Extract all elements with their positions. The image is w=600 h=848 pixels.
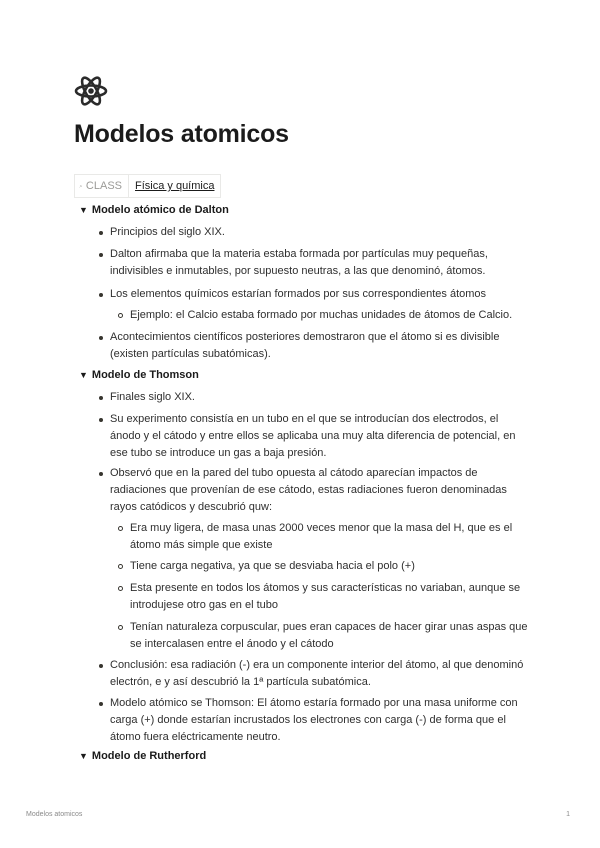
toggle-rutherford[interactable] [79, 750, 206, 762]
property-key [75, 175, 129, 197]
property-row [74, 174, 221, 198]
list-item: Esta presente en todos los átomos y sus características no variaban, aunque se introdujese otro gas en el tubo [130, 580, 528, 614]
triangle-down-icon: ▼ [79, 751, 88, 761]
list-item: Era muy ligera, de masa unas 2000 veces menor que la masa del H, que es el átomo más simple que existe [130, 520, 528, 554]
toggle-dalton[interactable] [79, 204, 229, 216]
toggle-heading: Modelo de Rutherford [91, 750, 207, 762]
list-item: Principios del siglo XIX. [110, 224, 528, 241]
toggle-heading: Modelo de Thomson [91, 369, 199, 381]
list-item: Modelo atómico se Thomson: El átomo estaría formado por una masa uniforme con carga (+) donde estarían incrustados los electrones con carga (-) de forma que el átomo fuera eléctricamente neutro. [110, 695, 528, 746]
list-item: Ejemplo: el Calcio estaba formado por muchas unidades de átomos de Calcio. [130, 307, 528, 324]
property-value-link[interactable]: Física y química [135, 180, 215, 192]
list-item: Observó que en la pared del tubo opuesta al cátodo aparecían impactos de radiaciones que provenían de ese cátodo, estas radiaciones fueron denominadas rayos catódicos y descubrió quw: [110, 465, 528, 516]
property-key-label: CLASS [85, 180, 122, 192]
list-item: Conclusión: esa radiación (-) era un componente interior del átomo, al que denominó electrón, e y así descubrió la 1ª partícula subatómica. [110, 657, 528, 691]
page-title: Modelos atomicos [74, 120, 289, 148]
triangle-down-icon: ▼ [79, 205, 88, 215]
list-item: Tenían naturaleza corpuscular, pues eran capaces de hacer girar unas aspas que se intercalasen entre el ánodo y el cátodo [130, 619, 528, 653]
toggle-thomson[interactable] [79, 369, 199, 381]
arrow-icon [79, 182, 82, 191]
list-item: Su experimento consistía en un tubo en el que se introducían dos electrodos, el ánodo y el cátodo y entre ellos se aplicaba una muy alta diferencia de potencial, en ese tubo se introduce un gas a baja presión. [110, 411, 528, 462]
page-number: 1 [566, 811, 570, 818]
footer-title: Modelos atomicos [26, 811, 83, 818]
atom-icon [74, 74, 108, 108]
triangle-down-icon: ▼ [79, 370, 88, 380]
list-item: Los elementos químicos estarían formados por sus correspondientes átomos [110, 286, 528, 303]
list-item: Finales siglo XIX. [110, 389, 528, 406]
list-item: Tiene carga negativa, ya que se desviaba hacia el polo (+) [130, 558, 528, 575]
toggle-heading: Modelo atómico de Dalton [91, 204, 229, 216]
list-item: Acontecimientos científicos posteriores demostraron que el átomo si es divisible (existen partículas subatómicas). [110, 329, 528, 363]
list-item: Dalton afirmaba que la materia estaba formada por partículas muy pequeñas, indivisibles e inmutables, por supuesto neutras, a las que denominó, átomos. [110, 246, 528, 280]
